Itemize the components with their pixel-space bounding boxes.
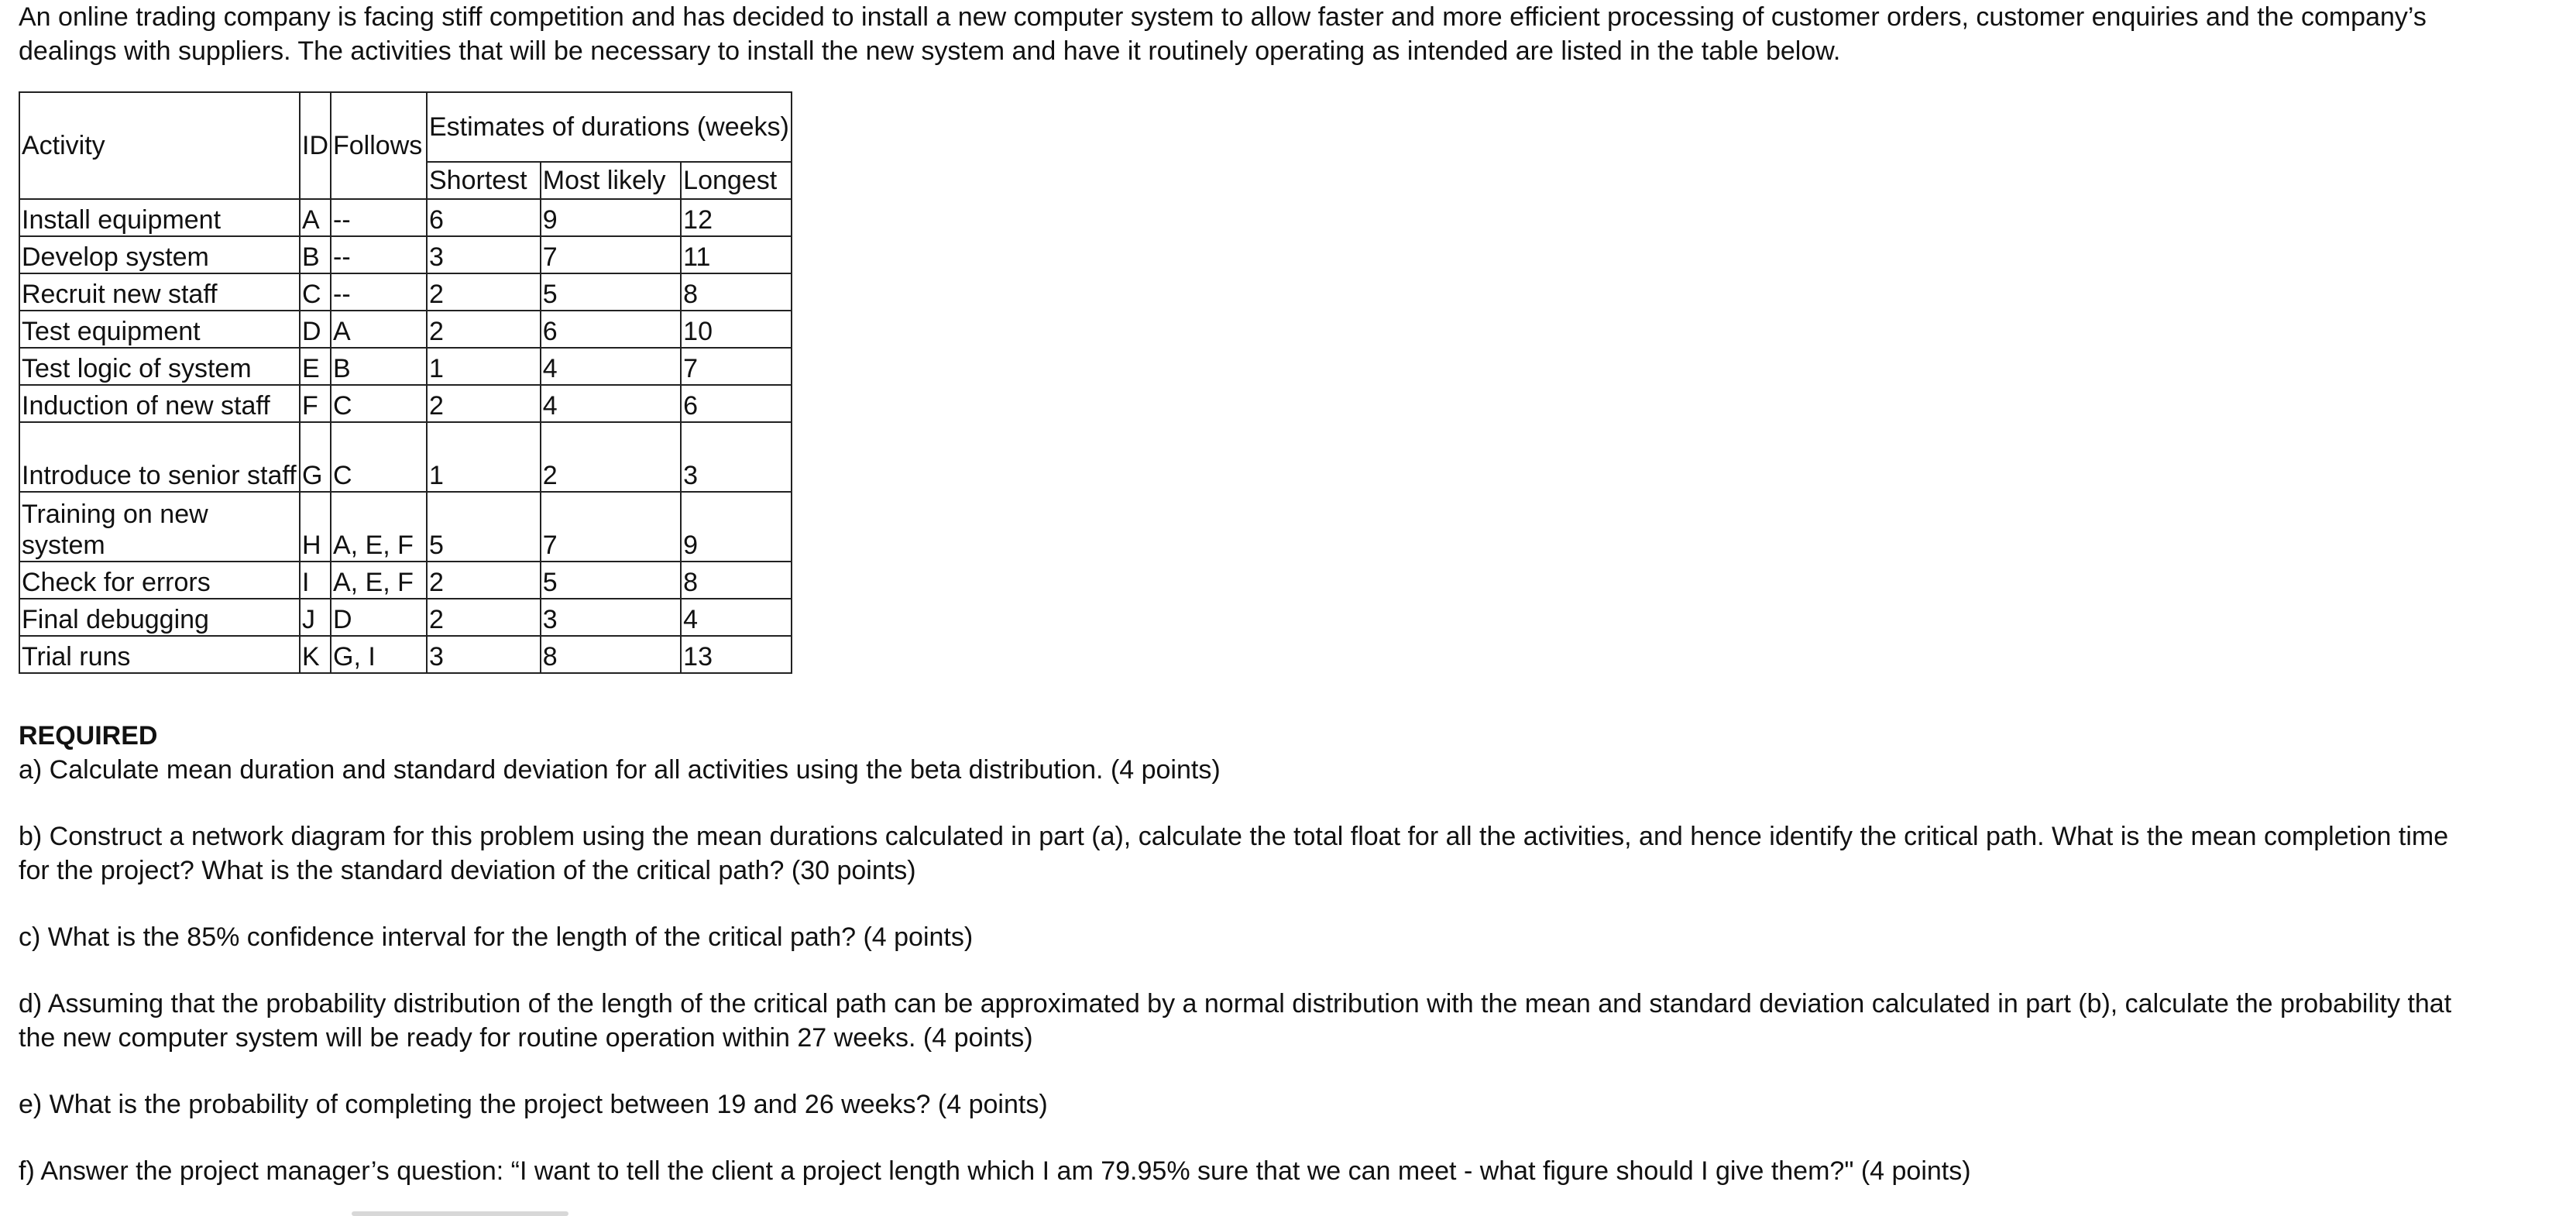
cell-follows: A, E, F: [331, 562, 427, 599]
cell-most-likely: 2: [541, 422, 681, 492]
cell-follows: D: [331, 599, 427, 636]
cell-most-likely: 9: [541, 199, 681, 236]
header-estimates: Estimates of durations (weeks): [427, 92, 792, 162]
cell-longest: 9: [681, 492, 792, 562]
cell-follows: G, I: [331, 636, 427, 673]
cell-shortest: 3: [427, 236, 541, 273]
header-follows: Follows: [331, 92, 427, 199]
table-row: [19, 562, 792, 599]
cell-activity: Recruit new staff: [19, 273, 300, 311]
cell-most-likely: 7: [541, 492, 681, 562]
header-shortest: Shortest: [427, 162, 541, 199]
question-a: a) Calculate mean duration and standard deviation for all activities using the beta distribution. (4 points): [19, 755, 1221, 785]
cell-most-likely: 5: [541, 273, 681, 311]
question-d-line-1: d) Assuming that the probability distribution of the length of the critical path can be approximated by a normal distribution with the mean and standard deviation calculated in part (b), calculate the probability that: [19, 989, 2452, 1018]
header-most-likely: Most likely: [541, 162, 681, 199]
question-c: c) What is the 85% confidence interval for the length of the critical path? (4 points): [19, 922, 974, 952]
cell-activity: Induction of new staff: [19, 385, 300, 422]
cell-most-likely: 4: [541, 385, 681, 422]
cell-shortest: 6: [427, 199, 541, 236]
cell-id: B: [300, 236, 331, 273]
required-title: REQUIRED: [19, 721, 158, 751]
cell-id: G: [300, 422, 331, 492]
cell-follows: --: [331, 236, 427, 273]
cell-longest: 3: [681, 422, 792, 492]
intro-line-1: An online trading company is facing stiff competition and has decided to install a new computer system to allow faster and more efficient processing of customer orders, customer enquiries and the company’s: [19, 2, 2427, 32]
cell-shortest: 5: [427, 492, 541, 562]
required-section: [19, 719, 2576, 1188]
table-row: [19, 492, 792, 562]
cell-follows: --: [331, 273, 427, 311]
cell-most-likely: 8: [541, 636, 681, 673]
table-row: [19, 636, 792, 673]
cell-follows: B: [331, 348, 427, 385]
question-e: e) What is the probability of completing the project between 19 and 26 weeks? (4 points): [19, 1090, 1048, 1119]
cell-id: A: [300, 199, 331, 236]
cell-id: C: [300, 273, 331, 311]
cell-id: E: [300, 348, 331, 385]
cell-activity: Install equipment: [19, 199, 300, 236]
cell-most-likely: 3: [541, 599, 681, 636]
cell-longest: 4: [681, 599, 792, 636]
cell-activity: Trial runs: [19, 636, 300, 673]
table-row: [19, 422, 792, 492]
table-row: [19, 348, 792, 385]
cell-activity: Final debugging: [19, 599, 300, 636]
question-f: f) Answer the project manager’s question: “I want to tell the client a project length which I am 79.95% sure that we can meet - what figure should I give them?" (4 points): [19, 1156, 1971, 1186]
cell-id: D: [300, 311, 331, 348]
cell-shortest: 2: [427, 385, 541, 422]
cell-shortest: 3: [427, 636, 541, 673]
cell-longest: 13: [681, 636, 792, 673]
table-row: [19, 385, 792, 422]
cell-most-likely: 4: [541, 348, 681, 385]
header-longest: Longest: [681, 162, 792, 199]
cell-shortest: 2: [427, 599, 541, 636]
cell-id: J: [300, 599, 331, 636]
cell-follows: C: [331, 385, 427, 422]
cell-follows: C: [331, 422, 427, 492]
cell-id: I: [300, 562, 331, 599]
cell-longest: 10: [681, 311, 792, 348]
table-row: [19, 311, 792, 348]
cell-most-likely: 5: [541, 562, 681, 599]
cell-follows: --: [331, 199, 427, 236]
cell-shortest: 2: [427, 562, 541, 599]
cell-longest: 12: [681, 199, 792, 236]
cell-id: F: [300, 385, 331, 422]
cell-most-likely: 7: [541, 236, 681, 273]
cell-longest: 8: [681, 562, 792, 599]
cell-activity: Test equipment: [19, 311, 300, 348]
table-row: [19, 236, 792, 273]
cell-longest: 8: [681, 273, 792, 311]
cell-most-likely: 6: [541, 311, 681, 348]
cell-activity: Check for errors: [19, 562, 300, 599]
cell-shortest: 2: [427, 311, 541, 348]
cell-follows: A: [331, 311, 427, 348]
cell-activity: Training on new system: [19, 492, 300, 562]
intro-line-2: dealings with suppliers. The activities that will be necessary to install the new system and have it routinely operating as intended are listed in the table below.: [19, 36, 1841, 66]
table-row: [19, 199, 792, 236]
cell-id: K: [300, 636, 331, 673]
intro-paragraph: [19, 0, 2576, 68]
cell-activity: Test logic of system: [19, 348, 300, 385]
table-row: [19, 599, 792, 636]
cell-follows: A, E, F: [331, 492, 427, 562]
table-row: [19, 273, 792, 311]
cell-shortest: 2: [427, 273, 541, 311]
header-activity: Activity: [19, 92, 300, 199]
cell-activity: Develop system: [19, 236, 300, 273]
question-b-line-2: for the project? What is the standard deviation of the critical path? (30 points): [19, 856, 916, 885]
cell-longest: 7: [681, 348, 792, 385]
horizontal-scrollbar[interactable]: [352, 1211, 568, 1216]
activity-table: [19, 91, 792, 674]
cell-shortest: 1: [427, 348, 541, 385]
question-b-line-1: b) Construct a network diagram for this problem using the mean durations calculated in part (a), calculate the total float for all the activities, and hence identify the critical path. What is the mean completion time: [19, 822, 2449, 851]
cell-shortest: 1: [427, 422, 541, 492]
cell-longest: 6: [681, 385, 792, 422]
cell-longest: 11: [681, 236, 792, 273]
cell-activity: Introduce to senior staff: [19, 422, 300, 492]
header-id: ID: [300, 92, 331, 199]
question-d-line-2: the new computer system will be ready for routine operation within 27 weeks. (4 points): [19, 1023, 1033, 1053]
cell-id: H: [300, 492, 331, 562]
